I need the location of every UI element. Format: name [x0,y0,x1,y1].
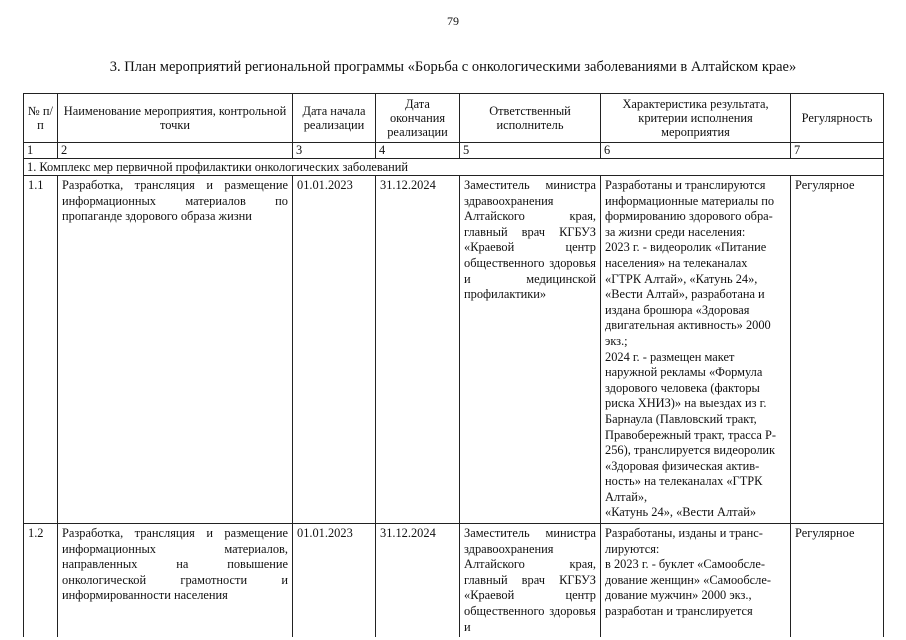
column-number: 7 [791,143,884,159]
end-date: 31.12.2024 [376,176,460,524]
header-result: Характеристика результата, критерии исполнения мероприятия [601,94,791,143]
regularity: Регулярное [791,524,884,638]
column-number: 2 [58,143,293,159]
column-number: 4 [376,143,460,159]
result-line: риска ХНИЗ)» на выездах из г. [605,396,767,411]
result-line: 2024 г. - размещен макет [605,349,735,364]
table-row [24,524,884,638]
start-date: 01.01.2023 [293,176,376,524]
column-number: 5 [460,143,601,159]
header-row [24,94,884,143]
end-date: 31.12.2024 [376,524,460,638]
header-start-date: Дата начала реализации [293,94,376,143]
activity-name: Разработка, трансляция и размещение информационных материалов по пропаганде здорового образа жизни [58,176,293,524]
result-line: разработан и транслируется [605,604,753,619]
start-date: 01.01.2023 [293,524,376,638]
result-line: «Здоровая физическая актив- [605,458,760,473]
result-line: 2023 г. - видеоролик «Питание [605,240,767,255]
result-line: Барнаула (Павловский тракт, [605,411,757,426]
table-row [24,176,884,524]
header-responsible: Ответственный исполнитель [460,94,601,143]
result-line: наружной рекламы «Формула [605,365,763,380]
result-line: Разработаны, изданы и транс- [605,526,763,541]
result-line: формированию здорового обра- [605,209,773,224]
result-line: в 2023 г. - буклет «Самообсле- [605,557,765,572]
header-end-date: Дата окончания реализации [376,94,460,143]
header-name: Наименование мероприятия, контрольной точки [58,94,293,143]
result-line: двигательная активность» 2000 [605,318,771,333]
result-line: здорового человека (факторы [605,380,760,395]
result-line: информационные материалы по [605,193,775,208]
result-line: за жизни среди населения: [605,224,746,239]
column-number: 3 [293,143,376,159]
result-line: ность» на телеканалах «ГТРК [605,474,763,489]
header-regularity: Регулярность [791,94,884,143]
result-line: «Катунь 24», «Вести Алтай» [605,505,757,520]
result-line: издана брошюра «Здоровая [605,302,750,317]
column-number: 6 [601,143,791,159]
regularity: Регулярное [791,176,884,524]
header-num: № п/п [24,94,58,143]
result-line: дование женщин» «Самообсле- [605,572,771,587]
responsible-executor: Заместитель министра здравоохранения Алтайского края, главный врач КГБУЗ «Краевой центр общественного здоровья и [460,524,601,638]
document-title: 3. План мероприятий региональной программы «Борьба с онкологическими заболеваниями в Алтайском крае» [109,59,797,75]
result-line: населения» на телеканалах [605,255,748,270]
result-line: «ГТРК Алтай», «Катунь 24», [605,271,758,286]
responsible-executor: Заместитель министра здравоохранения Алтайского края, главный врач КГБУЗ «Краевой центр общественного здоровья и медицинской профилактики» [460,176,601,524]
result-description [601,524,791,638]
activity-name: Разработка, трансляция и размещение информационных материалов, направленных на повышение онкологической грамотности и информированности населения [58,524,293,638]
column-number-row [24,143,884,159]
section-title: 1. Комплекс мер первичной профилактики онкологических заболеваний [24,159,884,176]
result-line: 256), транслируется видеоролик [605,443,776,458]
result-line: дование мужчин» 2000 экз., [605,588,752,603]
result-line: экз.; [605,333,628,348]
result-line: Алтай», [605,489,648,504]
result-line: лируются: [605,541,660,556]
section-row [24,159,884,176]
column-number: 1 [24,143,58,159]
activity-plan-table [23,93,884,637]
result-description [601,176,791,524]
result-line: Правобережный тракт, трасса Р- [605,427,777,442]
row-number: 1.2 [24,524,58,638]
result-line: Разработаны и транслируются [605,178,766,192]
page-number: 79 [447,14,459,28]
row-number: 1.1 [24,176,58,524]
result-line: «Вести Алтай», разработана и [605,287,765,302]
